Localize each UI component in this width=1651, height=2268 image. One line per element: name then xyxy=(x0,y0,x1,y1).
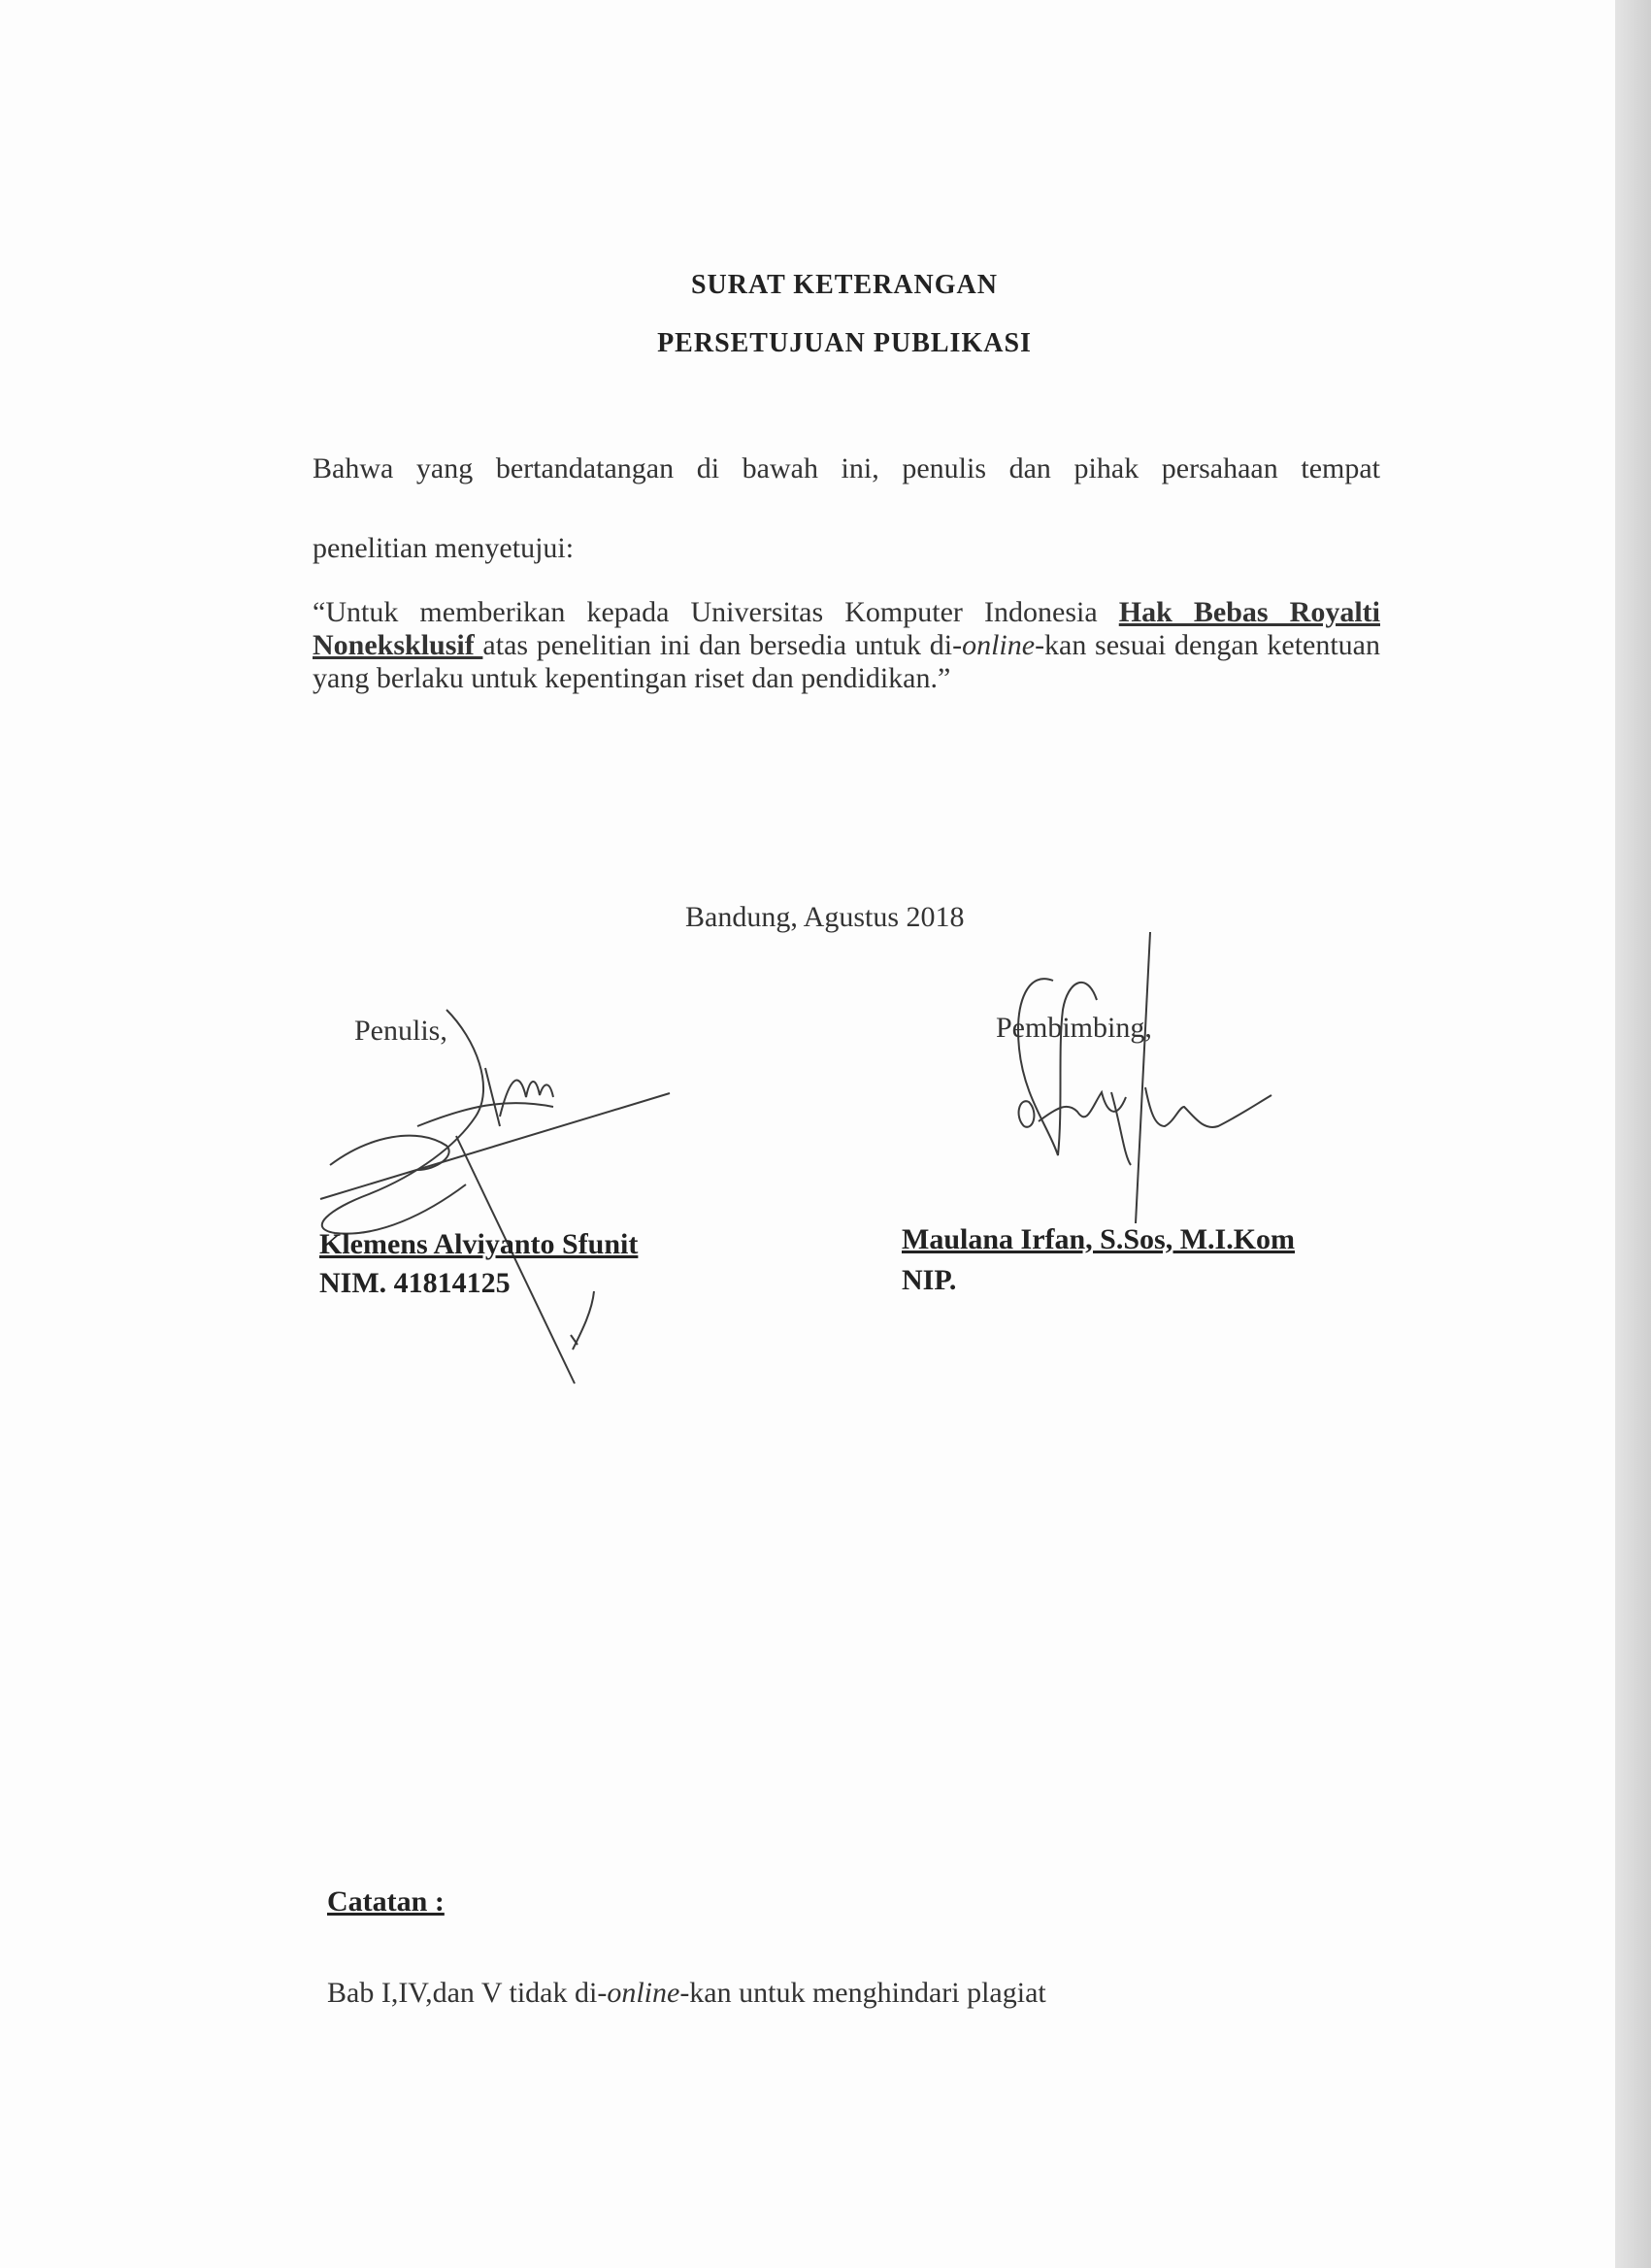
quote-text-3: -kan sesuai dengan ketentuan yang berlaku untuk kepentingan riset dan pendidikan.” xyxy=(313,629,1380,694)
quote-text-2: atas penelitian ini dan bersedia untuk di- xyxy=(482,629,963,661)
supervisor-role: Pembimbing, xyxy=(996,1012,1152,1044)
note-heading: Catatan : xyxy=(327,1885,445,1918)
quote-italic: online xyxy=(962,629,1036,661)
supervisor-name: Maulana Irfan, S.Sos, M.I.Kom xyxy=(902,1223,1296,1255)
author-name: Klemens Alviyanto Sfunit xyxy=(319,1228,639,1260)
body-line-1: Bahwa yang bertandatangan di bawah ini, penulis dan pihak persahaan tempat xyxy=(313,452,1380,484)
author-role: Penulis, xyxy=(354,1015,447,1047)
document-title: SURAT KETERANGAN xyxy=(690,270,998,300)
place-date: Bandung, Agustus 2018 xyxy=(685,901,965,933)
document-subtitle: PERSETUJUAN PUBLIKASI xyxy=(657,328,1032,358)
author-student-id: NIM. 41814125 xyxy=(319,1267,511,1299)
quote-bold-term: Hak Bebas Royalti Noneksklusif xyxy=(313,596,1380,661)
note-italic: online xyxy=(607,1977,680,2009)
supervisor-employee-id: NIP. xyxy=(902,1264,957,1296)
note-text-2: -kan untuk menghindari plagiat xyxy=(679,1977,1046,2009)
body-line-2: penelitian menyetujui: xyxy=(313,532,575,564)
approval-quote xyxy=(313,596,1380,695)
supervisor-signature xyxy=(1009,932,1281,1233)
author-signature xyxy=(311,1000,679,1388)
note-text-1: Bab I,IV,dan V tidak di- xyxy=(327,1977,608,2009)
note-text xyxy=(327,1977,1046,2010)
quote-text-1: “Untuk memberikan kepada Universitas Komputer Indonesia xyxy=(313,596,1119,628)
